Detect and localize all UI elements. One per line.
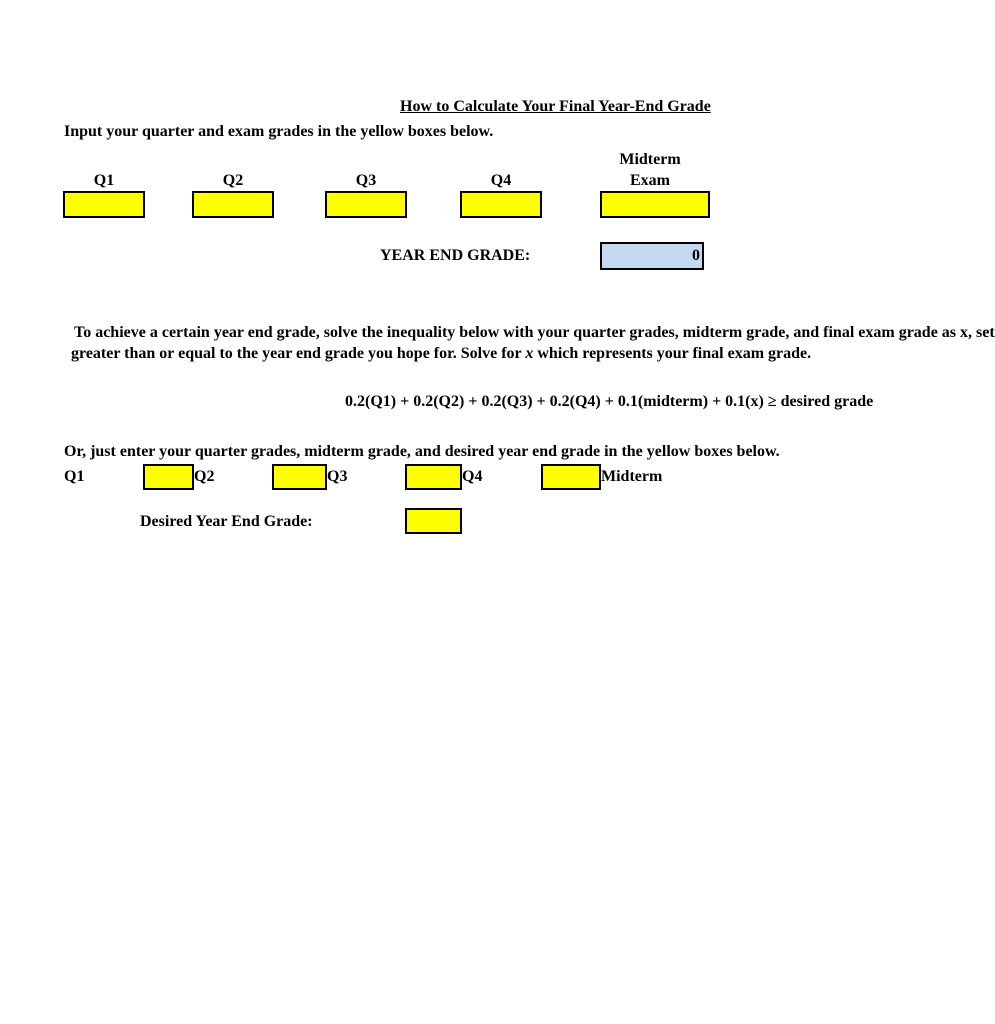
- q2-header: Q2: [222, 172, 244, 189]
- page-title: How to Calculate Your Final Year-End Grade: [400, 98, 711, 115]
- quick-midterm-label: Midterm: [601, 468, 663, 485]
- q2-grade-input[interactable]: [192, 191, 274, 218]
- q4-grade-input[interactable]: [460, 191, 542, 218]
- inequality-instructions-line2: [71, 344, 811, 364]
- midterm-header-line1: Midterm: [619, 151, 681, 168]
- q1-grade-input[interactable]: [63, 191, 145, 218]
- inequality-variable-x: x: [525, 345, 534, 362]
- q3-header: Q3: [355, 172, 377, 189]
- quick-q1-input[interactable]: [143, 464, 194, 490]
- midterm-exam-input[interactable]: [600, 191, 710, 218]
- quick-q4-label: Q4: [462, 468, 483, 485]
- instructions-text: Input your quarter and exam grades in the yellow boxes below.: [64, 123, 494, 140]
- quick-q2-input[interactable]: [272, 464, 327, 490]
- inequality-line2-pre: greater than or equal to the year end grade you hope for. Solve for: [71, 345, 526, 362]
- quick-calc-instructions: Or, just enter your quarter grades, midterm grade, and desired year end grade in the yellow boxes below.: [64, 443, 780, 460]
- desired-grade-input[interactable]: [405, 508, 462, 534]
- quick-q1-label: Q1: [64, 468, 85, 485]
- quick-q3-input[interactable]: [405, 464, 462, 490]
- q3-grade-input[interactable]: [325, 191, 407, 218]
- year-end-grade-label: YEAR END GRADE:: [380, 247, 531, 264]
- q4-header: Q4: [490, 172, 512, 189]
- desired-grade-label: Desired Year End Grade:: [140, 513, 313, 530]
- midterm-header-line2: Exam: [630, 172, 670, 189]
- quick-q4-input[interactable]: [541, 464, 601, 490]
- grade-formula: 0.2(Q1) + 0.2(Q2) + 0.2(Q3) + 0.2(Q4) + 0.1(midterm) + 0.1(x) ≥ desired grade: [345, 393, 874, 410]
- inequality-instructions-line1: To achieve a certain year end grade, solve the inequality below with your quarter grades, midterm grade, and final exam grade as x, set: [74, 324, 995, 341]
- q1-header: Q1: [93, 172, 115, 189]
- quick-q3-label: Q3: [327, 468, 348, 485]
- inequality-line2-post: which represents your final exam grade.: [533, 345, 812, 362]
- year-end-grade-output: 0: [600, 242, 704, 270]
- quick-q2-label: Q2: [194, 468, 215, 485]
